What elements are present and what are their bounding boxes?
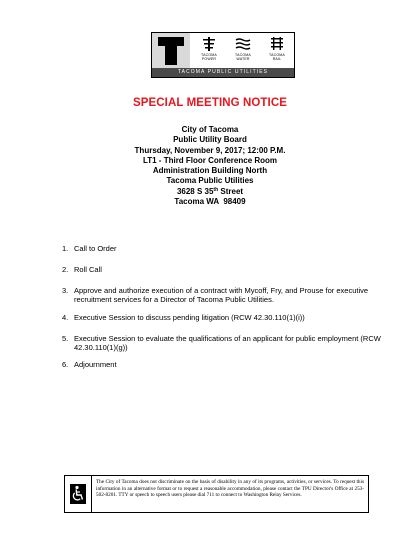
logo-unit-rail-line2: RAIL	[272, 57, 282, 61]
logo-unit-power	[192, 34, 226, 69]
meeting-building: Administration Building North	[152, 166, 268, 176]
logo-units	[192, 34, 294, 69]
t-mark-icon	[156, 35, 186, 67]
agenda-item-text: Roll Call	[74, 265, 102, 274]
agenda-item-text: Call to Order	[74, 244, 117, 253]
agenda-item-text: Approve and authorize execution of a contract with Mycoff, Fry, and Prouse for executive recruitment services for a Director of Tacoma Public Utilities.	[74, 286, 369, 304]
agenda-item-text: Adjournment	[74, 360, 117, 369]
logo-unit-rail-line1: TACOMA	[269, 53, 285, 57]
agenda-item-number: 4.	[62, 313, 69, 322]
logo-t-mark	[152, 33, 190, 69]
agenda-item-number: 3.	[62, 286, 69, 295]
meeting-datetime: Thursday, November 9, 2017; 12:00 P.M.	[134, 145, 286, 155]
logo-unit-water-line1: TACOMA	[235, 53, 251, 57]
agenda-item-number: 2.	[62, 265, 69, 274]
logo-unit-power-line2: POWER	[201, 57, 217, 61]
address-suffix: th	[213, 186, 219, 193]
meeting-info	[0, 125, 420, 207]
accessibility-notice-text: The City of Tacoma does not discriminate on the basis of disability in any of its programs, activities, or services. To request this information in an alternative format or to request a reasonable accommodation, please contact the TPU Director's Office at 253-502-8201. TTY or speech to speech users please dial 711 to connect to Washington Relay Services.	[96, 479, 364, 498]
agenda-item	[62, 265, 382, 274]
logo-unit-water	[226, 34, 260, 69]
logo-unit-water-line2: WATER	[236, 57, 250, 61]
agenda-item-text: Executive Session to discuss pending litigation (RCW 42.30.110(1)(i))	[74, 313, 305, 322]
agenda-item-text: Executive Session to evaluate the qualifications of an applicant for public employment (RCW 42.30.110(1)(g))	[74, 334, 381, 352]
agenda-item	[62, 313, 382, 322]
agenda-item-number: 5.	[62, 334, 69, 343]
logo-unit-rail	[260, 34, 294, 69]
logo-unit-power-line1: TACOMA	[201, 53, 217, 57]
meeting-city: Tacoma WA 98409	[174, 197, 246, 207]
meeting-address	[0, 187, 420, 197]
logo-band: TACOMA PUBLIC UTILITIES	[152, 68, 294, 77]
wheelchair-accessibility-icon	[70, 484, 86, 504]
meeting-entity: Tacoma Public Utilities	[166, 176, 254, 186]
power-icon	[201, 36, 217, 52]
tacoma-public-utilities-logo	[151, 32, 295, 78]
agenda-item	[62, 334, 382, 352]
address-number: 3628 S 35	[176, 186, 214, 196]
accessibility-icon-cell	[65, 476, 92, 512]
agenda-item	[62, 286, 382, 304]
address-street: Street	[218, 186, 244, 196]
meeting-room: LT1 - Third Floor Conference Room	[142, 155, 278, 165]
agenda-item-number: 6.	[62, 360, 69, 369]
water-icon	[235, 36, 251, 52]
notice-title: SPECIAL MEETING NOTICE	[132, 97, 288, 109]
meeting-board: Public Utility Board	[173, 135, 247, 145]
agenda-item	[62, 244, 382, 253]
accessibility-notice	[64, 475, 369, 513]
agenda-item	[62, 360, 382, 369]
agenda-item-number: 1.	[62, 244, 69, 253]
rail-icon	[269, 36, 285, 52]
meeting-org: City of Tacoma	[181, 125, 239, 134]
